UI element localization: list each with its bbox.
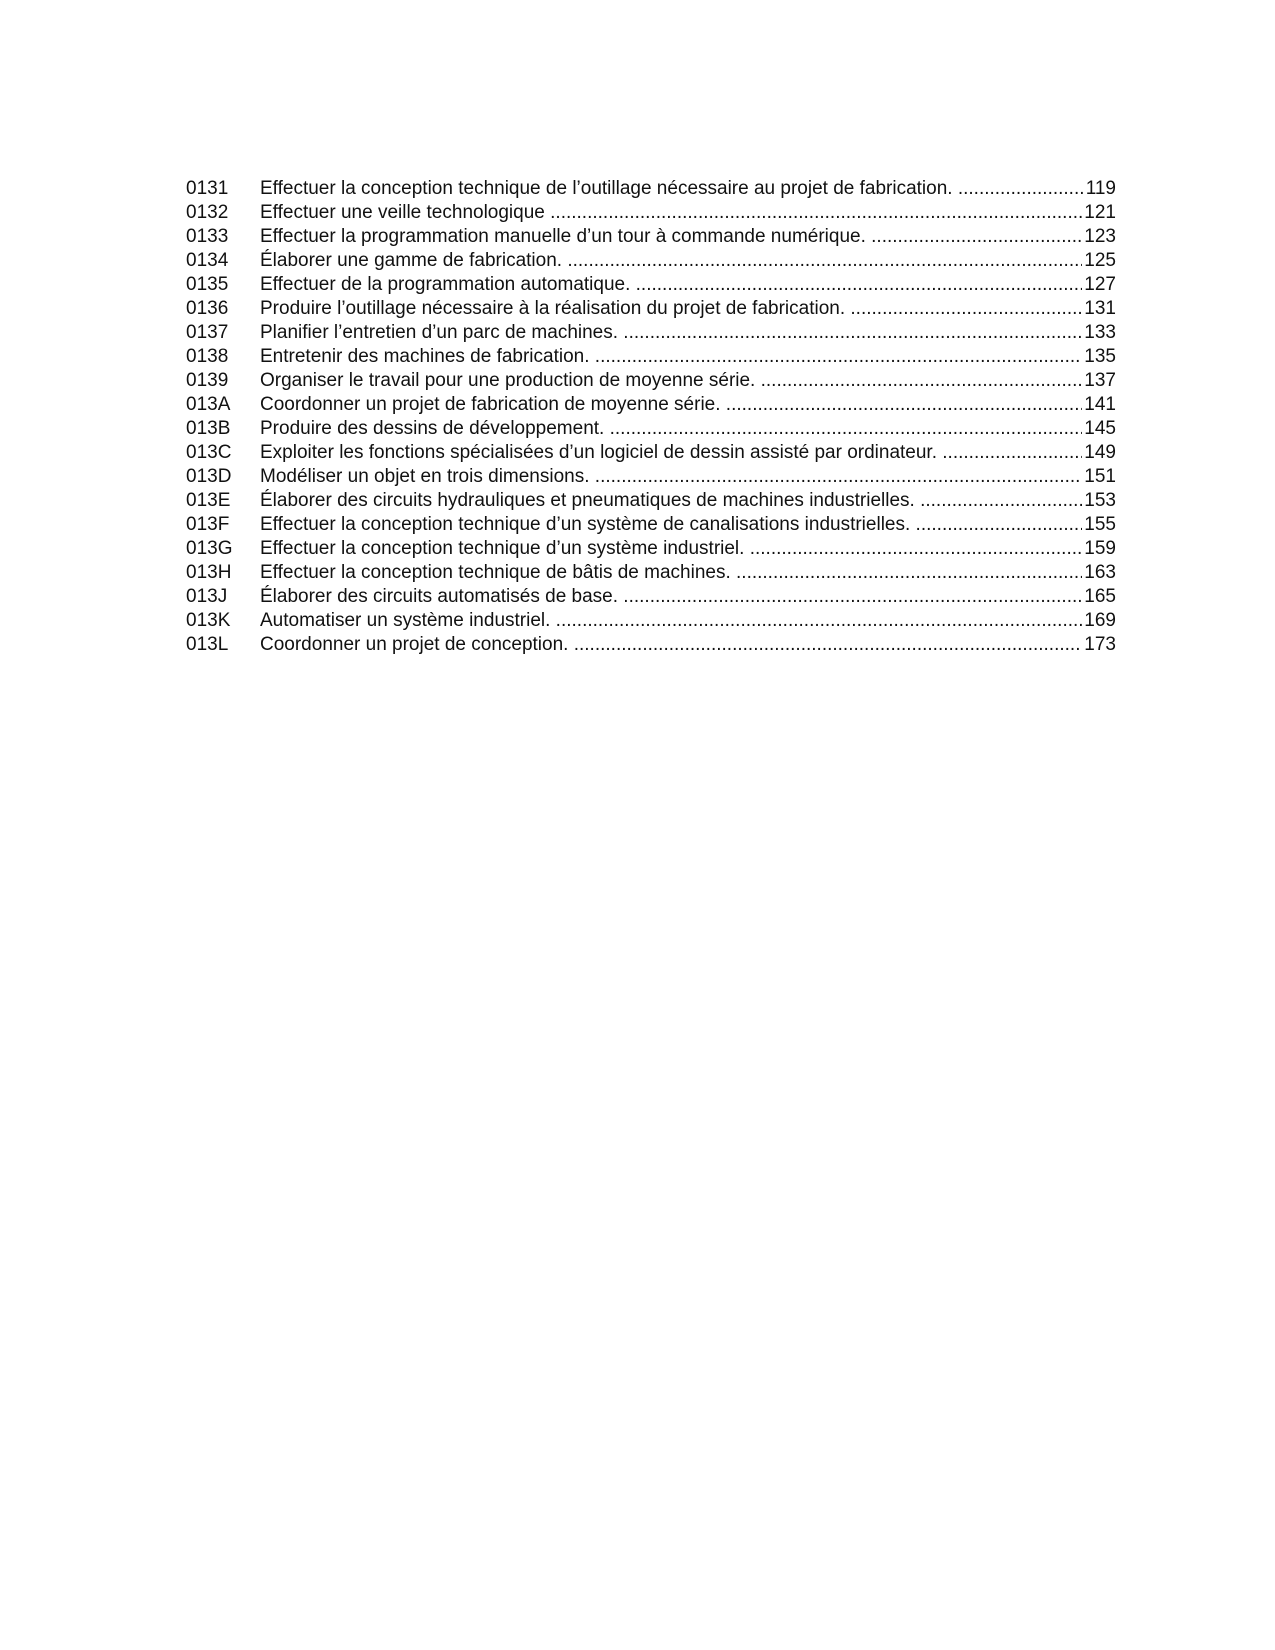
toc-code: 013A	[186, 394, 231, 415]
toc-entry-013D[interactable]	[186, 465, 1116, 489]
toc-page-number: 133	[1084, 322, 1116, 343]
toc-page-number: 153	[1084, 490, 1116, 511]
toc-entry-0138[interactable]	[186, 345, 1116, 369]
toc-title: Coordonner un projet de conception. .....	[260, 633, 1082, 657]
toc-code: 0131	[186, 178, 229, 199]
toc-page-number: 159	[1084, 538, 1116, 559]
toc-title: Entretenir des machines de fabrication. .....	[260, 345, 1082, 369]
toc-entry-0139[interactable]	[186, 369, 1116, 393]
toc-title: Élaborer des circuits hydrauliques et pneumatiques de machines industrielles. .....	[260, 489, 1082, 513]
toc-page-number: 173	[1084, 634, 1116, 655]
toc-code: 013C	[186, 442, 232, 463]
toc-page-number: 119	[1085, 178, 1116, 199]
toc-title: Effectuer une veille technologique .....	[260, 201, 1082, 225]
toc-code: 0135	[186, 274, 229, 295]
toc-title: Élaborer une gamme de fabrication. .....	[260, 249, 1082, 273]
toc-page-number: 151	[1084, 466, 1116, 487]
toc-code: 0138	[186, 346, 229, 367]
toc-page-number: 145	[1084, 418, 1116, 439]
toc-code: 0137	[186, 322, 229, 343]
toc-page-number: 169	[1084, 610, 1116, 631]
toc-entry-0131[interactable]	[186, 177, 1116, 201]
toc-entry-013G[interactable]	[186, 537, 1116, 561]
toc-code: 013F	[186, 514, 230, 535]
toc-page-number: 163	[1084, 562, 1116, 583]
toc-entry-013F[interactable]	[186, 513, 1116, 537]
toc-title: Planifier l’entretien d’un parc de machines. .....	[260, 321, 1082, 345]
toc-code: 013L	[186, 634, 229, 655]
toc-page-number: 123	[1084, 226, 1116, 247]
toc-entry-013C[interactable]	[186, 441, 1116, 465]
toc-code: 0132	[186, 202, 229, 223]
toc-code: 0133	[186, 226, 229, 247]
toc-title: Organiser le travail pour une production de moyenne série. .....	[260, 369, 1082, 393]
toc-title: Élaborer des circuits automatisés de base. .....	[260, 585, 1082, 609]
toc-entry-013L[interactable]	[186, 633, 1116, 657]
toc-code: 0136	[186, 298, 229, 319]
toc-page-number: 125	[1084, 250, 1116, 271]
toc-code: 013E	[186, 490, 231, 511]
toc-entry-013A[interactable]	[186, 393, 1116, 417]
toc-title: Effectuer la conception technique d’un système de canalisations industrielles. .....	[260, 513, 1082, 537]
toc-title: Effectuer de la programmation automatique. .....	[260, 273, 1082, 297]
toc-title: Effectuer la programmation manuelle d’un tour à commande numérique. .....	[260, 225, 1082, 249]
table-of-contents	[186, 177, 1116, 657]
toc-title: Effectuer la conception technique d’un système industriel. .....	[260, 537, 1082, 561]
toc-title: Automatiser un système industriel. .....	[260, 609, 1082, 633]
toc-code: 0139	[186, 370, 229, 391]
toc-entry-013E[interactable]	[186, 489, 1116, 513]
toc-page-number: 141	[1084, 394, 1116, 415]
toc-entry-0132[interactable]	[186, 201, 1116, 225]
toc-entry-013H[interactable]	[186, 561, 1116, 585]
toc-code: 013K	[186, 610, 231, 631]
toc-code: 013G	[186, 538, 233, 559]
toc-entry-0137[interactable]	[186, 321, 1116, 345]
toc-page-number: 165	[1084, 586, 1116, 607]
toc-code: 013H	[186, 562, 232, 583]
toc-code: 013J	[186, 586, 228, 607]
toc-entry-0134[interactable]	[186, 249, 1116, 273]
toc-entry-0135[interactable]	[186, 273, 1116, 297]
toc-entry-013J[interactable]	[186, 585, 1116, 609]
toc-title: Effectuer la conception technique de l’outillage nécessaire au projet de fabrication. .....	[260, 177, 1084, 201]
toc-code: 0134	[186, 250, 229, 271]
toc-title: Modéliser un objet en trois dimensions. .....	[260, 465, 1082, 489]
toc-entry-0136[interactable]	[186, 297, 1116, 321]
toc-title: Effectuer la conception technique de bâtis de machines. .....	[260, 561, 1082, 585]
toc-title: Produire des dessins de développement. .....	[260, 417, 1082, 441]
toc-page-number: 131	[1084, 298, 1116, 319]
toc-page-number: 121	[1084, 202, 1116, 223]
toc-title: Produire l’outillage nécessaire à la réalisation du projet de fabrication. .....	[260, 297, 1082, 321]
toc-entry-013B[interactable]	[186, 417, 1116, 441]
toc-code: 013D	[186, 466, 232, 487]
toc-entry-013K[interactable]	[186, 609, 1116, 633]
toc-page-number: 155	[1084, 514, 1116, 535]
toc-title: Coordonner un projet de fabrication de moyenne série. .....	[260, 393, 1082, 417]
toc-page-number: 137	[1084, 370, 1116, 391]
toc-entry-0133[interactable]	[186, 225, 1116, 249]
toc-code: 013B	[186, 418, 231, 439]
toc-title: Exploiter les fonctions spécialisées d’un logiciel de dessin assisté par ordinateur. .....	[260, 441, 1082, 465]
toc-page-number: 149	[1084, 442, 1116, 463]
toc-page-number: 127	[1084, 274, 1116, 295]
toc-page-number: 135	[1084, 346, 1116, 367]
